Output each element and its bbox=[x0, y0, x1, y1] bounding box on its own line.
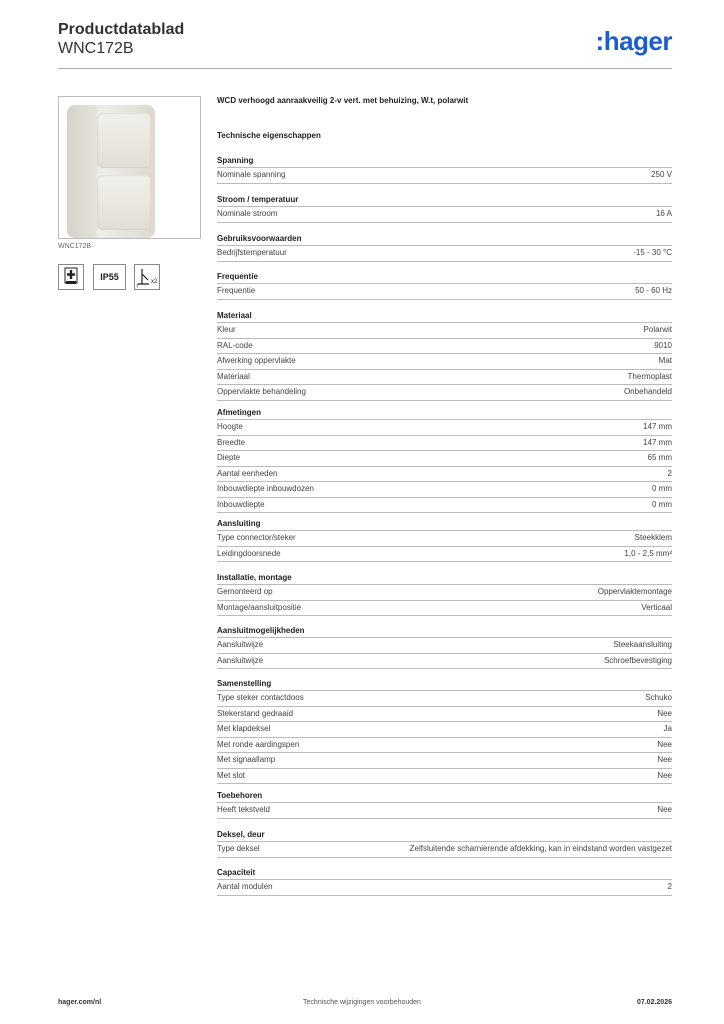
property-value: Nee bbox=[657, 739, 672, 749]
hager-logo: :hager bbox=[595, 26, 672, 56]
section-title: Gebruiksvoorwaarden bbox=[217, 234, 302, 243]
property-label: Aansluitwijze bbox=[217, 640, 264, 649]
section bbox=[217, 271, 672, 300]
property-label: Frequentie bbox=[217, 286, 256, 295]
property-label: Materiaal bbox=[217, 371, 250, 381]
property-label: Oppervlakte behandeling bbox=[217, 387, 306, 396]
section-title: Capaciteit bbox=[217, 868, 256, 877]
property-value: Steekaansluiting bbox=[613, 640, 672, 649]
property-row bbox=[217, 167, 672, 184]
section-title: Materiaal bbox=[217, 311, 252, 320]
property-value: Nee bbox=[657, 805, 672, 814]
section-title: Afmetingen bbox=[217, 408, 261, 417]
property-row bbox=[217, 322, 672, 338]
property-value: 9010 bbox=[654, 340, 672, 350]
property-value: 1,0 - 2,5 mm² bbox=[624, 548, 672, 558]
section bbox=[217, 155, 672, 184]
section bbox=[217, 518, 672, 562]
property-row bbox=[217, 879, 672, 896]
property-value: Verticaal bbox=[641, 602, 672, 612]
property-value: 147 mm bbox=[643, 422, 672, 431]
svg-text:x2: x2 bbox=[151, 279, 158, 285]
property-label: Aansluitwijze bbox=[217, 655, 264, 665]
property-label: Kleur bbox=[217, 325, 236, 334]
property-row bbox=[217, 653, 672, 670]
section bbox=[217, 310, 672, 401]
property-row bbox=[217, 206, 672, 223]
property-row bbox=[217, 637, 672, 653]
property-row bbox=[217, 338, 672, 354]
property-value: Polarwit bbox=[643, 325, 672, 334]
property-row bbox=[217, 245, 672, 262]
section bbox=[217, 829, 672, 858]
property-value: Schuko bbox=[645, 693, 672, 702]
section-title: Frequentie bbox=[217, 272, 258, 281]
property-label: Afwerking oppervlakte bbox=[217, 356, 296, 365]
section-title: Deksel, deur bbox=[217, 830, 265, 839]
section-title: Spanning bbox=[217, 156, 254, 165]
property-label: Montage/aansluitpositie bbox=[217, 602, 302, 612]
property-label: Inbouwdiepte bbox=[217, 499, 265, 509]
property-label: Breedte bbox=[217, 437, 246, 447]
property-row bbox=[217, 584, 672, 600]
property-label: Met klapdeksel bbox=[217, 724, 271, 733]
section-title: Aansluitmogelijkheden bbox=[217, 626, 305, 635]
property-label: Stekerstand gedraaid bbox=[217, 708, 294, 718]
section bbox=[217, 194, 672, 223]
property-label: Aantal eenheden bbox=[217, 468, 278, 478]
property-value: Nee bbox=[657, 770, 672, 780]
property-label: Hoogte bbox=[217, 422, 243, 431]
property-row bbox=[217, 706, 672, 722]
property-row bbox=[217, 752, 672, 768]
footer-notice: Technische wijzigingen voorbehouden bbox=[303, 999, 421, 1006]
property-row bbox=[217, 737, 672, 753]
property-row bbox=[217, 768, 672, 785]
property-label: Met signaallamp bbox=[217, 755, 276, 764]
image-caption: WNC172B bbox=[58, 243, 92, 250]
section bbox=[217, 867, 672, 896]
article-number: WNC172B bbox=[58, 40, 134, 57]
property-value: Ja bbox=[663, 724, 672, 733]
property-value: Schroefbevestiging bbox=[603, 655, 672, 665]
property-row bbox=[217, 353, 672, 369]
property-label: Bedrijfstemperatuur bbox=[217, 248, 287, 257]
footer-date: 07.02.2026 bbox=[636, 999, 672, 1006]
property-row bbox=[217, 384, 672, 401]
plus-box-icon bbox=[58, 264, 84, 290]
property-label: Inbouwdiepte inbouwdozen bbox=[217, 484, 314, 493]
property-value: Zelfsluitende scharnierende afdekking, kan in eindstand worden vastgezet bbox=[409, 844, 672, 853]
property-row bbox=[217, 546, 672, 563]
page-title: Productdatablad bbox=[58, 21, 185, 38]
property-row bbox=[217, 466, 672, 482]
section-title: Aansluiting bbox=[217, 519, 261, 528]
property-row bbox=[217, 841, 672, 858]
property-value: 2 bbox=[667, 468, 672, 478]
property-label: Aantal modulen bbox=[217, 882, 273, 891]
property-label: Leidingdoorsnede bbox=[217, 548, 281, 558]
property-row bbox=[217, 435, 672, 451]
section-title: Toebehoren bbox=[217, 791, 263, 800]
property-value: Steekklem bbox=[634, 533, 672, 542]
property-row bbox=[217, 497, 672, 514]
product-description: WCD verhoogd aanraakveilig 2-v vert. met behuizing, W.t, polarwit bbox=[217, 96, 469, 105]
property-label: Met slot bbox=[217, 770, 246, 780]
property-value: 50 - 60 Hz bbox=[635, 286, 672, 295]
page-header bbox=[58, 20, 672, 70]
property-value: Nee bbox=[657, 708, 672, 718]
property-row bbox=[217, 802, 672, 819]
property-row bbox=[217, 450, 672, 466]
socket-device-illustration bbox=[67, 105, 155, 238]
property-value: 250 V bbox=[651, 170, 672, 179]
property-value: 65 mm bbox=[647, 453, 672, 462]
ip55-badge: IP55 bbox=[93, 264, 126, 290]
property-value: 0 mm bbox=[652, 484, 672, 493]
properties-heading: Technische eigenschappen bbox=[217, 131, 321, 140]
property-label: Met ronde aardingspen bbox=[217, 739, 300, 749]
property-label: Heeft tekstveld bbox=[217, 805, 270, 814]
section bbox=[217, 407, 672, 513]
property-row bbox=[217, 530, 672, 546]
section bbox=[217, 625, 672, 669]
property-label: Gemonteerd op bbox=[217, 587, 273, 596]
property-row bbox=[217, 419, 672, 435]
property-row bbox=[217, 481, 672, 497]
section bbox=[217, 678, 672, 784]
footer-website[interactable]: hager.com/nl bbox=[58, 999, 102, 1006]
property-value: 147 mm bbox=[643, 437, 672, 447]
header-divider bbox=[58, 68, 672, 69]
section bbox=[217, 233, 672, 262]
property-value: Thermoplast bbox=[627, 371, 672, 381]
property-value: Nee bbox=[657, 755, 672, 764]
property-row bbox=[217, 690, 672, 706]
property-row bbox=[217, 600, 672, 617]
section bbox=[217, 572, 672, 616]
property-value: Mat bbox=[658, 356, 672, 365]
section bbox=[217, 790, 672, 819]
section-title: Samenstelling bbox=[217, 679, 272, 688]
property-value: 16 A bbox=[655, 209, 672, 218]
property-label: Nominale stroom bbox=[217, 209, 278, 218]
property-row bbox=[217, 721, 672, 737]
screw-terminal-icon bbox=[134, 264, 160, 290]
property-row bbox=[217, 369, 672, 385]
bottom-cover bbox=[97, 175, 151, 230]
logo-text: hager bbox=[603, 26, 672, 56]
property-value: Onbehandeld bbox=[623, 387, 672, 396]
property-label: Nominale spanning bbox=[217, 170, 286, 179]
top-cover bbox=[97, 113, 151, 168]
property-label: Diepte bbox=[217, 453, 241, 462]
section-title: Installatie, montage bbox=[217, 573, 292, 582]
property-label: Type connector/steker bbox=[217, 533, 296, 542]
product-image bbox=[58, 96, 201, 239]
section-title: Stroom / temperatuur bbox=[217, 195, 299, 204]
property-value: 0 mm bbox=[652, 499, 672, 509]
property-value: 2 bbox=[667, 882, 672, 891]
property-label: Type steker contactdoos bbox=[217, 693, 304, 702]
property-value: -15 - 30 °C bbox=[633, 248, 672, 257]
property-value: Oppervlaktemontage bbox=[597, 587, 672, 596]
property-row bbox=[217, 283, 672, 300]
property-label: Type deksel bbox=[217, 844, 260, 853]
property-label: RAL-code bbox=[217, 340, 253, 350]
svg-text:7: 7 bbox=[136, 284, 139, 289]
